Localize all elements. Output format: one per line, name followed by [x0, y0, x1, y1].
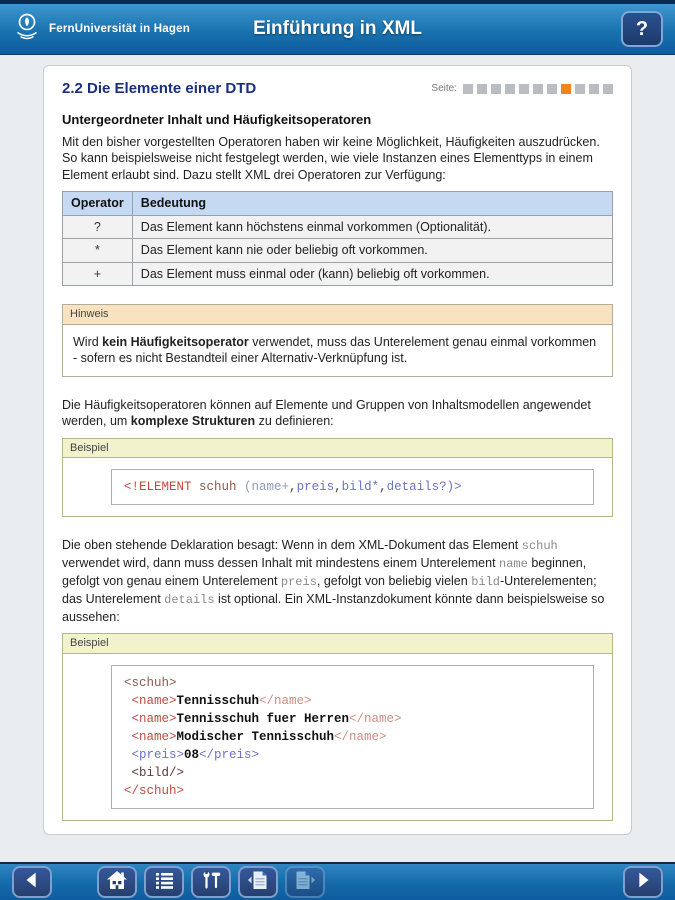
page-progress — [431, 82, 613, 95]
page-dot — [575, 84, 585, 94]
arrow-left-icon — [21, 869, 43, 896]
help-button[interactable] — [621, 11, 663, 47]
hinweis-box — [62, 304, 613, 377]
arrow-right-icon — [632, 869, 654, 896]
page-next-icon — [293, 868, 317, 897]
table-row: * Das Element kann nie oder beliebig oft vorkommen. — [63, 239, 613, 263]
page-dot — [589, 84, 599, 94]
page-dot — [519, 84, 529, 94]
seite-label: Seite: — [431, 83, 457, 95]
xml-instance-code-block: <schuh> <name>Tennisschuh</name> <name>Tennisschuh fuer Herren</name> <name>Modischer Tennisschuh</name> <preis>08</preis> <bild/> </schuh> — [111, 665, 594, 809]
toc-button[interactable] — [144, 866, 184, 898]
tools-button[interactable] — [191, 866, 231, 898]
dtd-code-block: <!ELEMENT schuh (name+,preis,bild*,details?)> — [111, 469, 594, 505]
lesson-card — [43, 65, 632, 835]
tools-icon — [199, 868, 223, 897]
table-row: + Das Element muss einmal oder (kann) beliebig oft vorkommen. — [63, 262, 613, 286]
declaration-explanation-paragraph: Die oben stehende Deklaration besagt: Wenn in dem XML-Dokument das Element schuh verwendet wird, dann muss dessen Inhalt mit mindestens einem Unterelement name beginnen, gefolgt von genau einem Unterelement preis, gefolgt von beliebig vielen bild-Unterelementen; das Unterelement details ist optional. Ein XML-Instanzdokument könnte dann beispielsweise so aussehen: — [62, 538, 605, 624]
lesson-heading-row — [62, 79, 613, 99]
beispiel-2-label: Beispiel — [63, 634, 612, 654]
university-logo-icon — [12, 11, 42, 48]
page-dot — [547, 84, 557, 94]
page-title: Einführung in XML — [253, 18, 422, 39]
content-area[interactable] — [0, 55, 675, 862]
operators-usage-paragraph: Die Häufigkeitsoperatoren können auf Elemente und Gruppen von Inhaltsmodellen angewendet werden, um komplexe Strukturen zu definieren: — [62, 397, 591, 429]
question-mark-icon: ? — [635, 17, 649, 40]
page-prev-icon — [246, 868, 270, 897]
operator-column-header: Operator — [63, 192, 133, 216]
next-page-button[interactable] — [285, 866, 325, 898]
app-header — [0, 4, 675, 55]
hinweis-box-label: Hinweis — [63, 305, 612, 325]
page-dot — [505, 84, 515, 94]
home-button[interactable] — [97, 866, 137, 898]
lesson-subheading: Untergeordneter Inhalt und Häufigkeitsoperatoren — [62, 111, 372, 127]
back-button[interactable] — [12, 866, 52, 898]
beispiel-box-2 — [62, 633, 613, 821]
prev-page-button[interactable] — [238, 866, 278, 898]
operator-table — [62, 191, 613, 286]
hinweis-box-body: Wird kein Häufigkeitsoperator verwendet, muss das Unterelement genau einmal vorkommen - sofern es nicht Bestandteil einer Alternativ-Verknüpfung ist. — [63, 325, 612, 376]
navigation-toolbar — [0, 862, 675, 900]
page-dot — [533, 84, 543, 94]
page-progress-dots — [463, 84, 613, 94]
home-icon — [105, 868, 129, 897]
forward-button[interactable] — [623, 866, 663, 898]
beispiel-1-label: Beispiel — [63, 439, 612, 459]
section-heading: 2.2 Die Elemente einer DTD — [62, 80, 257, 97]
page-dot — [491, 84, 501, 94]
page-dot — [477, 84, 487, 94]
intro-paragraph: Mit den bisher vorgestellten Operatoren haben wir keine Möglichkeit, Häufigkeiten auszudrücken. So kann beispielsweise nicht festgelegt werden, wie viele Instanzen eines Elementtyps in einem Element erlaubt sind. Dazu stellt XML drei Operatoren zur Verfügung: — [62, 134, 600, 182]
page-dot — [561, 84, 571, 94]
list-icon — [152, 868, 176, 897]
operator-table-header-row — [63, 192, 613, 216]
operator-table-body — [63, 215, 613, 286]
beispiel-box-1 — [62, 438, 613, 518]
page-dot — [463, 84, 473, 94]
page-dot — [603, 84, 613, 94]
table-row: ? Das Element kann höchstens einmal vorkommen (Optionalität). — [63, 215, 613, 239]
university-logo-text: FernUniversität in Hagen — [49, 23, 190, 35]
university-logo — [12, 11, 190, 48]
bedeutung-column-header: Bedeutung — [132, 192, 612, 216]
